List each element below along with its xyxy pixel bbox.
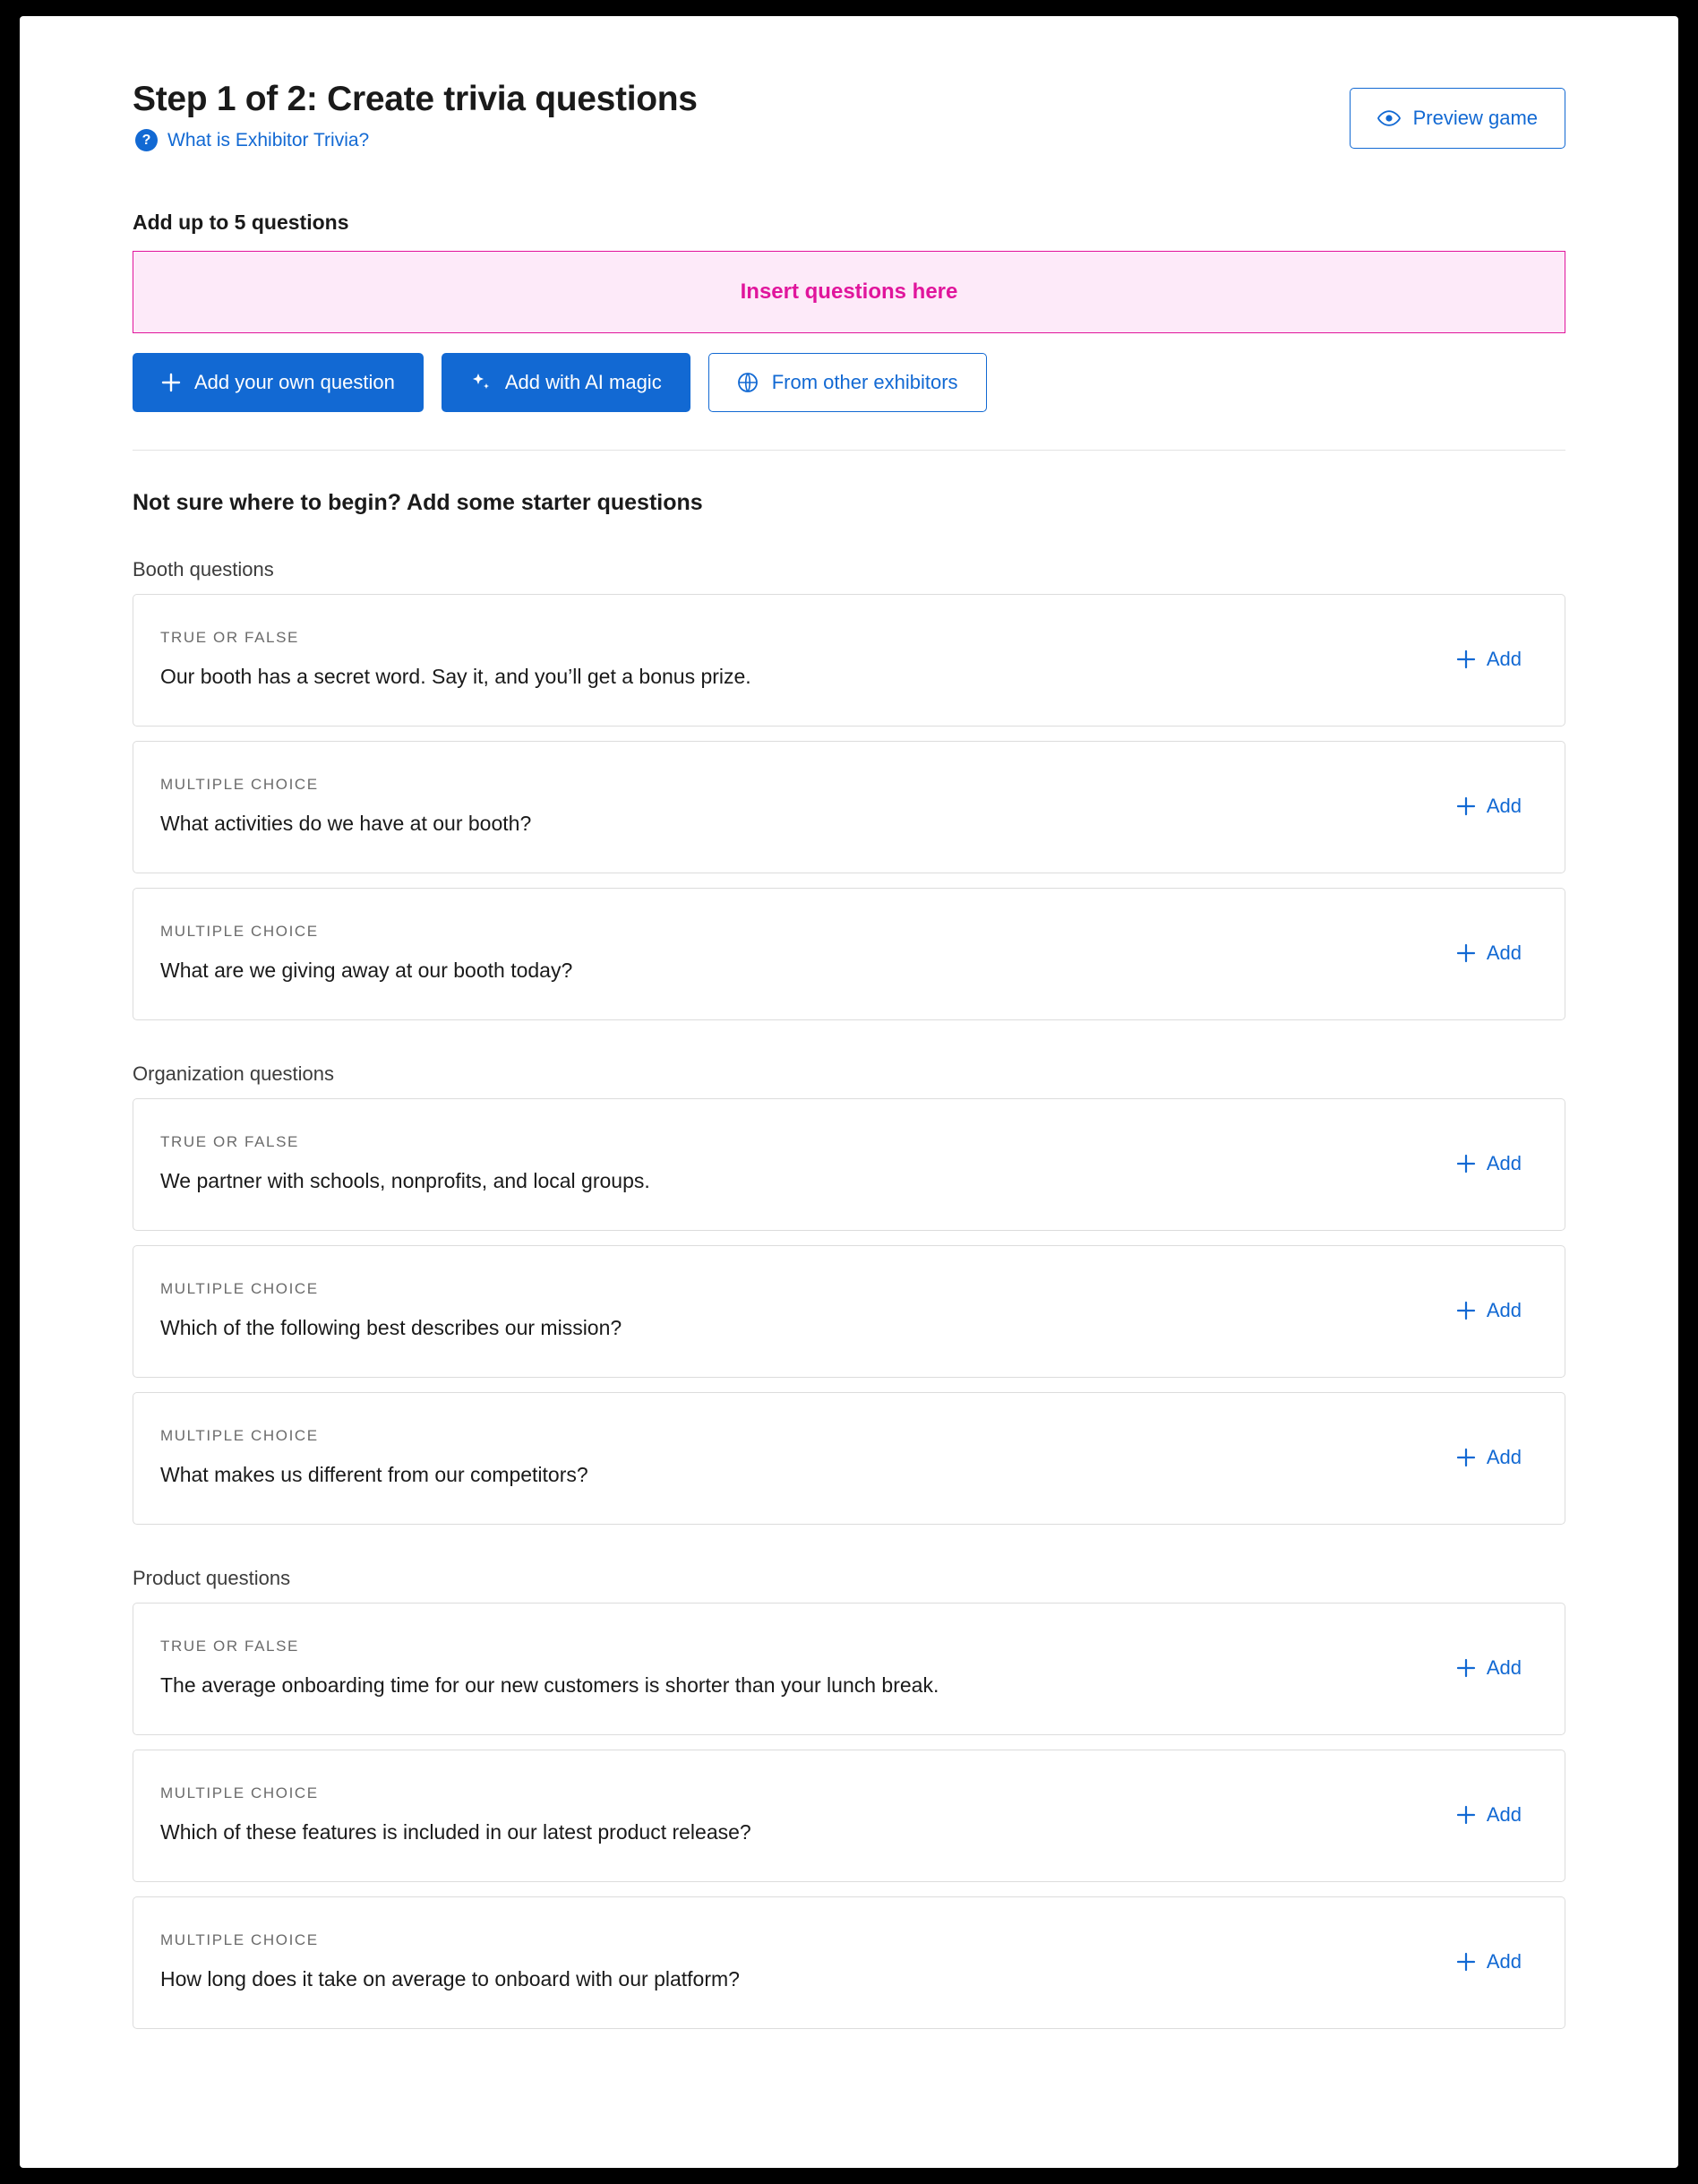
- plus-icon: [1456, 1658, 1476, 1678]
- question-mark-icon: ?: [135, 129, 158, 151]
- add-question-label: Add: [1486, 1152, 1522, 1174]
- help-row[interactable]: [133, 129, 698, 151]
- section-divider: [133, 450, 1565, 451]
- add-question-label: Add: [1486, 1446, 1522, 1468]
- starter-question-card: [133, 1245, 1565, 1378]
- plus-icon: [161, 373, 181, 392]
- question-type-label: TRUE OR FALSE: [160, 629, 299, 646]
- question-card-text: [160, 923, 572, 984]
- question-card-text: [160, 629, 751, 690]
- starter-question-groups: [133, 558, 1565, 2029]
- insert-questions-dropzone[interactable]: [133, 251, 1565, 333]
- question-text: What makes us different from our competitors?: [160, 1463, 588, 1486]
- question-card-text: [160, 1638, 939, 1698]
- preview-game-label: Preview game: [1412, 107, 1538, 129]
- question-text: Which of the following best describes our mission?: [160, 1316, 622, 1339]
- dropzone-label: Insert questions here: [740, 279, 958, 304]
- starter-question-card: [133, 1750, 1565, 1882]
- add-your-own-question-button[interactable]: [133, 353, 424, 412]
- globe-icon: [737, 372, 759, 393]
- add-question-label: Add: [1486, 795, 1522, 817]
- starter-question-card: [133, 741, 1565, 873]
- question-group-label: Booth questions: [133, 558, 274, 580]
- add-question-button[interactable]: [1456, 1299, 1538, 1322]
- add-question-button[interactable]: [1456, 648, 1538, 671]
- from-other-exhibitors-button[interactable]: [708, 353, 987, 412]
- add-question-button[interactable]: [1456, 1656, 1538, 1680]
- question-text: We partner with schools, nonprofits, and local groups.: [160, 1169, 650, 1192]
- plus-icon: [1456, 1448, 1476, 1467]
- add-with-ai-magic-label: Add with AI magic: [504, 371, 662, 393]
- preview-game-button[interactable]: [1350, 88, 1565, 149]
- question-group-label: Organization questions: [133, 1062, 335, 1085]
- plus-icon: [1456, 649, 1476, 669]
- add-questions-subhead: Add up to 5 questions: [133, 211, 349, 234]
- add-question-button[interactable]: [1456, 1152, 1538, 1175]
- question-type-label: TRUE OR FALSE: [160, 1133, 299, 1150]
- question-type-label: MULTIPLE CHOICE: [160, 1784, 319, 1801]
- starter-section-title: Not sure where to begin? Add some starter questions: [133, 490, 703, 515]
- plus-icon: [1456, 796, 1476, 816]
- page-header: [133, 79, 1565, 151]
- add-question-label: Add: [1486, 648, 1522, 670]
- question-text: What activities do we have at our booth?: [160, 812, 532, 835]
- page-card: [20, 16, 1678, 2168]
- question-type-label: TRUE OR FALSE: [160, 1638, 299, 1655]
- question-group-label: Product questions: [133, 1567, 291, 1589]
- plus-icon: [1456, 1952, 1476, 1972]
- starter-question-card: [133, 594, 1565, 727]
- add-your-own-question-label: Add your own question: [194, 371, 395, 393]
- question-card-text: [160, 776, 531, 837]
- plus-icon: [1456, 943, 1476, 963]
- question-text: The average onboarding time for our new customers is shorter than your lunch break.: [160, 1673, 939, 1697]
- add-question-button[interactable]: [1456, 1446, 1538, 1469]
- add-question-label: Add: [1486, 942, 1522, 964]
- question-type-label: MULTIPLE CHOICE: [160, 1427, 319, 1444]
- question-type-label: MULTIPLE CHOICE: [160, 776, 319, 793]
- add-question-label: Add: [1486, 1656, 1522, 1679]
- plus-icon: [1456, 1805, 1476, 1825]
- add-question-button[interactable]: [1456, 795, 1538, 818]
- question-text: Which of these features is included in our latest product release?: [160, 1820, 751, 1844]
- starter-question-card: [133, 1098, 1565, 1231]
- starter-question-card: [133, 1603, 1565, 1735]
- add-question-label: Add: [1486, 1950, 1522, 1973]
- starter-question-card: [133, 1896, 1565, 2029]
- add-question-button[interactable]: [1456, 1950, 1538, 1973]
- question-card-text: [160, 1784, 751, 1845]
- sparkles-icon: [470, 372, 492, 393]
- plus-icon: [1456, 1154, 1476, 1174]
- compose-button-row: [133, 353, 1565, 412]
- add-question-label: Add: [1486, 1299, 1522, 1321]
- question-card-text: [160, 1280, 622, 1341]
- eye-icon: [1377, 110, 1401, 126]
- add-question-button[interactable]: [1456, 1803, 1538, 1827]
- question-type-label: MULTIPLE CHOICE: [160, 1931, 319, 1948]
- add-question-label: Add: [1486, 1803, 1522, 1826]
- question-text: Our booth has a secret word. Say it, and you’ll get a bonus prize.: [160, 665, 751, 688]
- question-card-text: [160, 1427, 588, 1488]
- starter-question-card: [133, 1392, 1565, 1525]
- starter-question-card: [133, 888, 1565, 1020]
- from-other-exhibitors-label: From other exhibitors: [771, 371, 958, 393]
- title-block: [133, 79, 698, 151]
- what-is-exhibitor-trivia-link[interactable]: What is Exhibitor Trivia?: [167, 129, 370, 150]
- question-type-label: MULTIPLE CHOICE: [160, 923, 319, 940]
- question-card-text: [160, 1133, 650, 1194]
- plus-icon: [1456, 1301, 1476, 1320]
- question-card-text: [160, 1931, 740, 1992]
- add-question-button[interactable]: [1456, 942, 1538, 965]
- question-text: How long does it take on average to onboard with our platform?: [160, 1967, 740, 1991]
- add-with-ai-magic-button[interactable]: [442, 353, 690, 412]
- question-type-label: MULTIPLE CHOICE: [160, 1280, 319, 1297]
- page-title: Step 1 of 2: Create trivia questions: [133, 80, 698, 118]
- question-text: What are we giving away at our booth today?: [160, 959, 573, 982]
